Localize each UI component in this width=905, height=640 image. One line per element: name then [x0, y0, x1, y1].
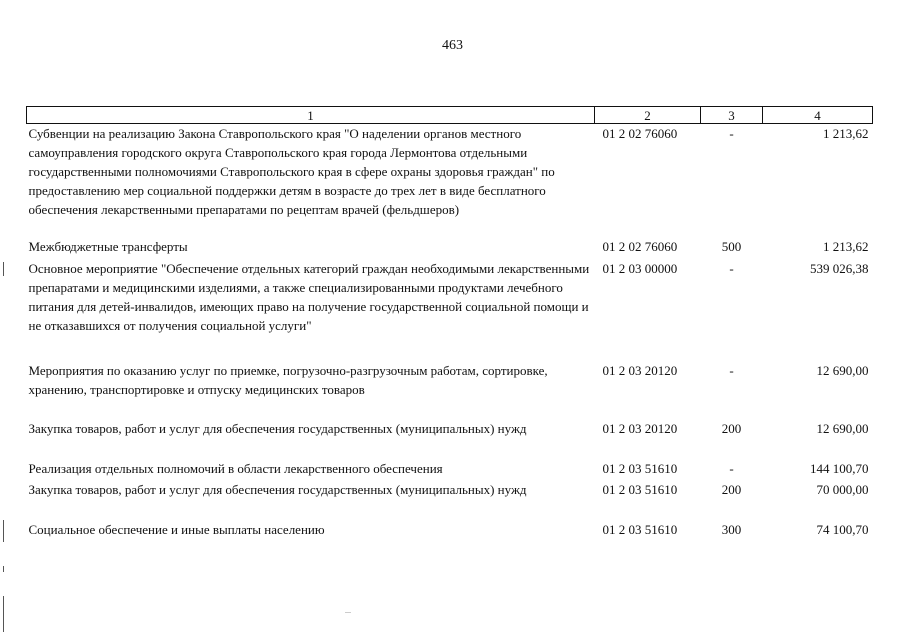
row-amount: 12 690,00 [816, 362, 869, 378]
row-name: Межбюджетные трансферты [28, 238, 188, 254]
row-amount: 1 213,62 [823, 126, 869, 141]
row-type: 200 [721, 481, 742, 497]
table-row [27, 480, 873, 520]
row-amount: 74 100,70 [816, 521, 869, 537]
row-amount: 70 000,00 [816, 481, 869, 497]
budget-table [26, 106, 873, 541]
scan-edge-mark [3, 566, 4, 572]
row-code: 01 2 03 20120 [602, 362, 678, 378]
scan-edge-mark [3, 596, 4, 632]
row-amount: 1 213,62 [823, 238, 869, 254]
row-type: - [729, 460, 734, 476]
row-code: 01 2 03 51610 [602, 481, 678, 497]
row-name: Закупка товаров, работ и услуг для обеспечения государственных (муниципальных) нужд [28, 481, 527, 497]
scan-edge-mark [3, 262, 4, 276]
header-col-4: 4 [763, 107, 873, 124]
row-amount: 539 026,38 [810, 260, 869, 276]
table-row [27, 361, 873, 419]
row-code: 01 2 02 76060 [602, 126, 678, 141]
row-type: 300 [721, 521, 742, 537]
row-name: Закупка товаров, работ и услуг для обеспечения государственных (муниципальных) нужд [28, 420, 527, 436]
row-name: Реализация отдельных полномочий в области лекарственного обеспечения [28, 460, 443, 476]
table-row [27, 259, 873, 361]
row-code: 01 2 03 51610 [602, 521, 678, 537]
row-type: 500 [721, 238, 742, 254]
row-amount: 144 100,70 [810, 460, 869, 476]
row-amount: 12 690,00 [816, 420, 869, 436]
row-name: Социальное обеспечение и иные выплаты населению [28, 521, 325, 537]
table-row [27, 237, 873, 259]
row-code: 01 2 03 20120 [602, 420, 678, 436]
row-code: 01 2 02 76060 [602, 238, 678, 254]
header-col-2: 2 [595, 107, 701, 124]
row-code: 01 2 03 00000 [602, 260, 678, 276]
row-name: Основное мероприятие "Обеспечение отдельных категорий граждан необходимыми лекарственными препаратами и медицинскими изделиями, а также специализированными продуктами лечебного питания для детей-инвалидов, имеющих право на получение государственной социальной помощи и не отказавшихся от получения социальной услуги" [28, 260, 590, 333]
row-code: 01 2 03 51610 [602, 460, 678, 476]
row-type: - [729, 362, 734, 378]
table-row [27, 419, 873, 459]
row-type: - [729, 260, 734, 276]
table-row [27, 520, 873, 541]
row-name: Субвенции на реализацию Закона Ставропольского края "О наделении органов местного самоуправления городского округа Ставропольского края города Лермонтова отдельными государственными полномочиями Ставропольского края в сфере охраны здоровья граждан" по предоставлению мер социальной поддержки детям в возрасте до трех лет в виде бесплатного обеспечения лекарственными препаратами по рецептам врачей (фельдшеров) [28, 126, 555, 217]
header-col-1: 1 [27, 107, 595, 124]
row-name: Мероприятия по оказанию услуг по приемке, погрузочно-разгрузочным работам, сортировке, хранению, транспортировке и отпуску медицинских товаров [28, 362, 548, 397]
page-number: 463 [442, 38, 463, 53]
scan-edge-mark [3, 520, 4, 542]
table-row [27, 459, 873, 480]
row-type: 200 [721, 420, 742, 436]
scan-dot [345, 612, 351, 613]
row-type: - [729, 126, 734, 141]
table-row [27, 124, 873, 237]
header-col-3: 3 [701, 107, 763, 124]
header-row [27, 107, 873, 124]
